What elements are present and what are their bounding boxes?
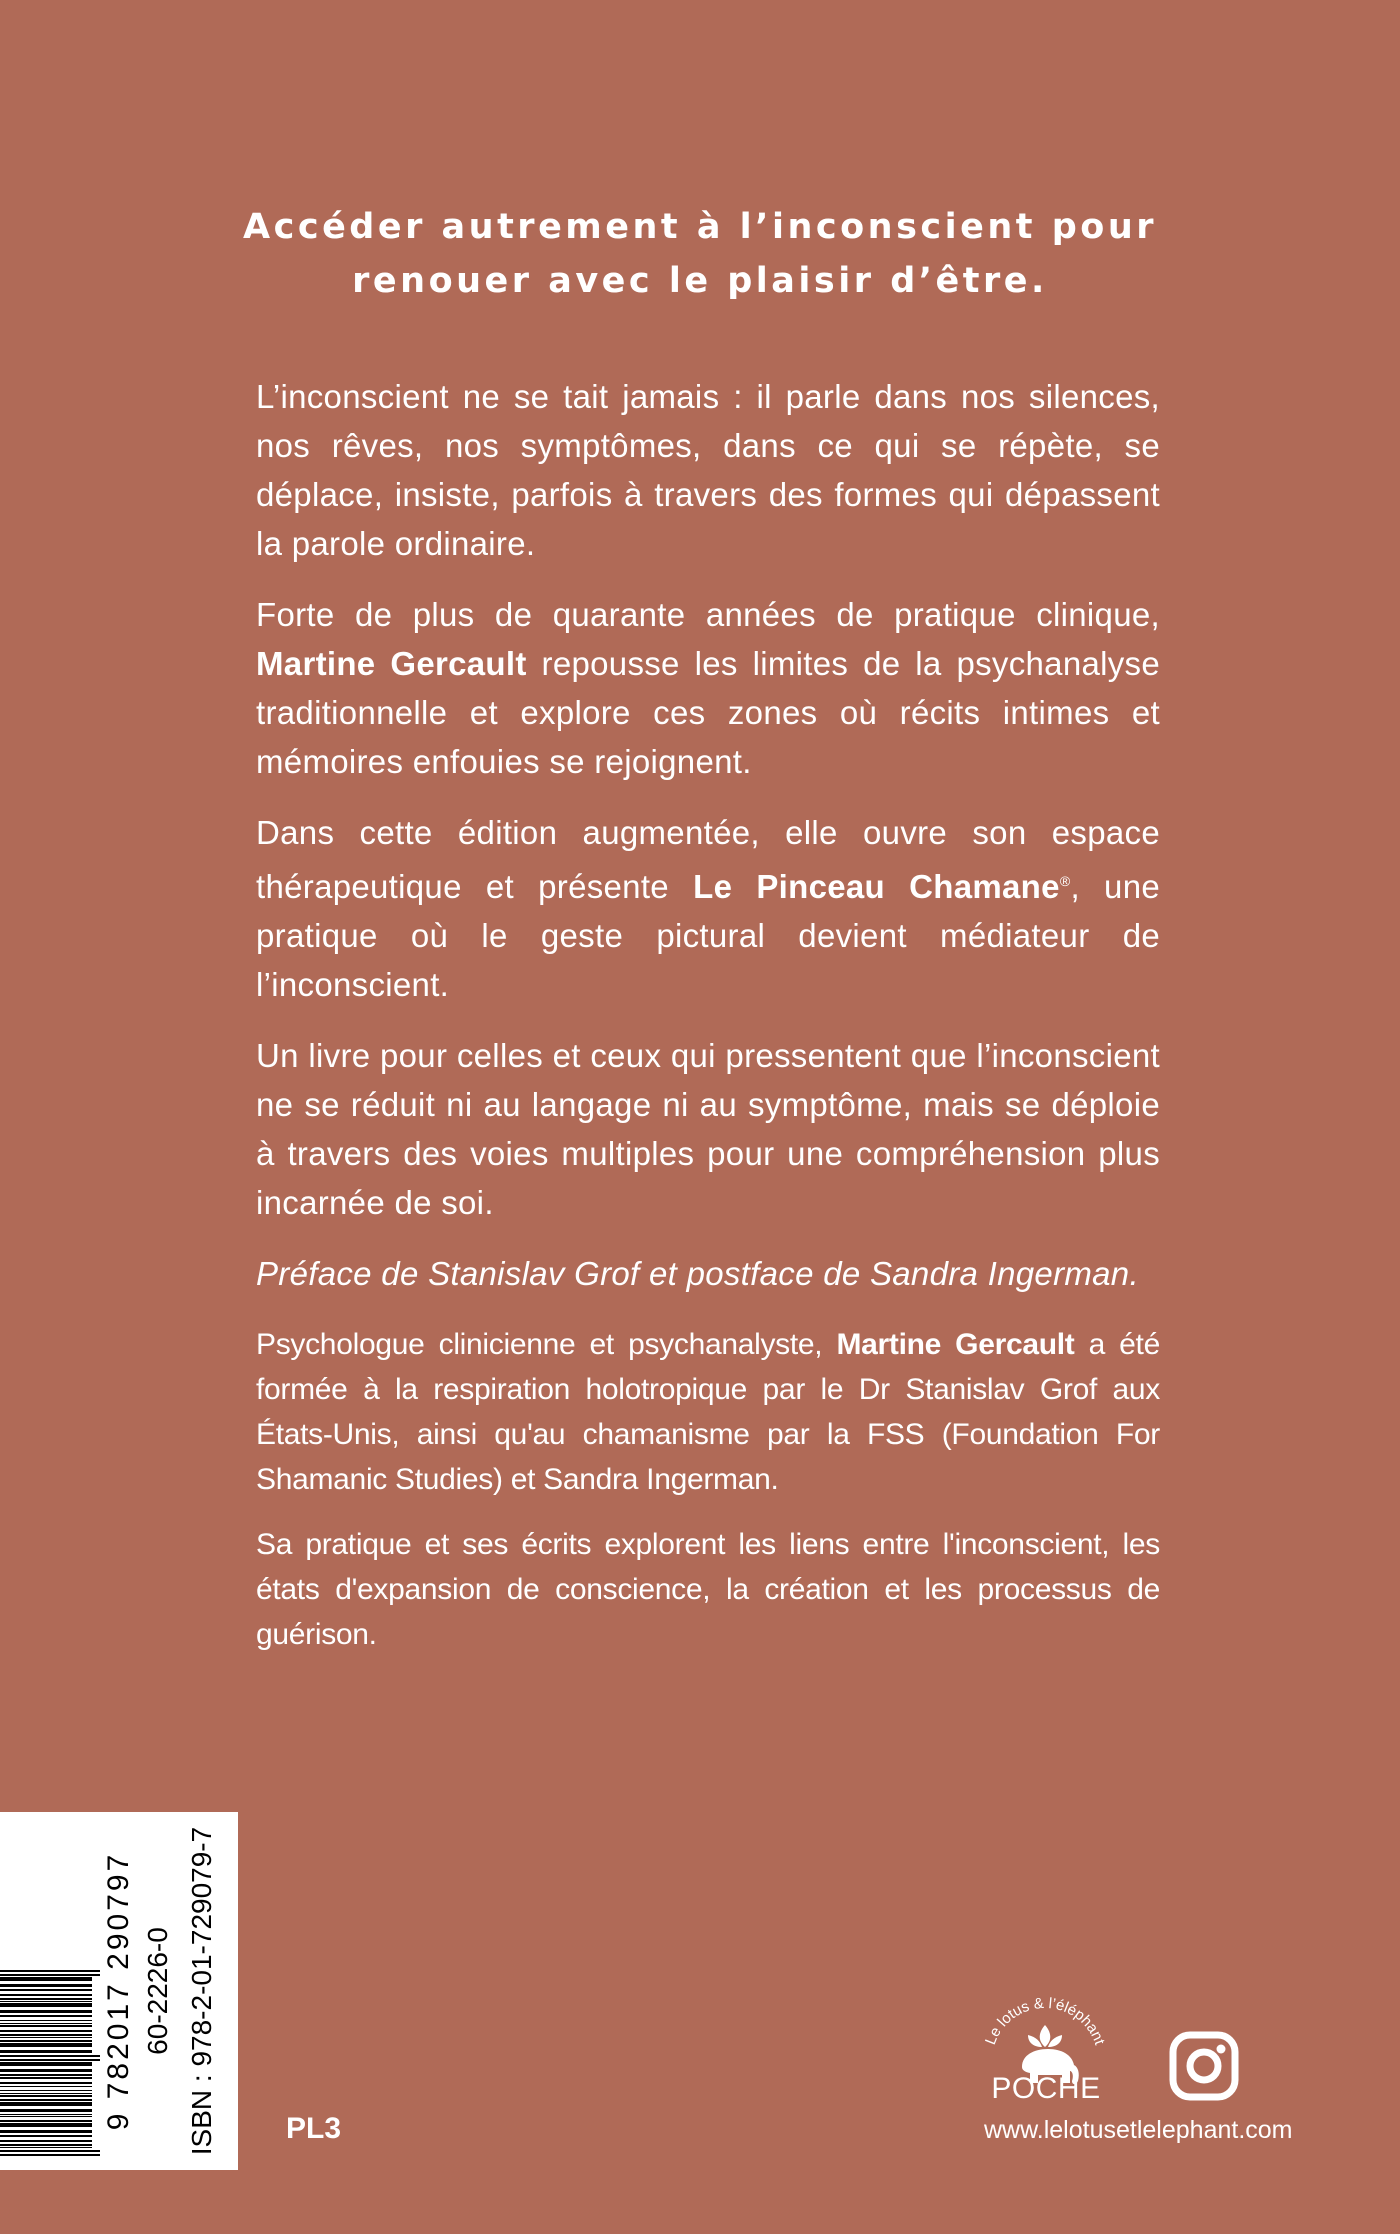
blurb-paragraph-2-end: repousse les limites de la psychanalyse traditionnelle et explore ces zones où récits intimes et mémoires enfouies se rejoignent.: [256, 645, 1161, 780]
barcode-bar: [0, 2123, 92, 2127]
barcode-bar: [0, 2082, 92, 2084]
price-code: PL3: [286, 2112, 342, 2145]
barcode-bar: [0, 2069, 92, 2072]
barcode-bar: [0, 2015, 92, 2017]
bio-author-name: Martine Gercault: [836, 1328, 1075, 1361]
barcode-bar: [0, 2116, 92, 2117]
bio-paragraph-1-start: Psychologue clinicienne et psychanalyste,: [256, 1328, 823, 1361]
barcode-bar: [0, 2023, 92, 2024]
instagram-icon[interactable]: [1168, 2030, 1240, 2102]
barcode-bar: [0, 1989, 92, 1991]
barcode-bar: [0, 2010, 92, 2013]
barcode-bar: [0, 2090, 92, 2091]
barcode-bar: [0, 2130, 92, 2133]
blurb-paragraph-4: Un livre pour celles et ceux qui pressentent que l’inconscient ne se réduit ni au langage ni au symptôme, mais se déploie à travers des voies multiples pour une compréhension plus incarnée de soi.: [256, 1037, 1160, 1221]
barcode-bar: [0, 2135, 92, 2137]
method-name: Le Pinceau Chamane: [693, 868, 1060, 905]
barcode-bar: [0, 2093, 92, 2094]
barcode-bar: [0, 1974, 100, 1976]
blurb: [256, 372, 1160, 1320]
publisher-logo: [970, 1975, 1120, 2135]
barcode-bar: [0, 2001, 92, 2002]
barcode-bar: [0, 2055, 100, 2057]
barcode-bar: [0, 2102, 92, 2106]
barcode-bar: [0, 2059, 100, 2061]
barcode-bar: [0, 2062, 92, 2066]
barcode-bar: [0, 2074, 92, 2076]
barcode-rotated: [0, 1812, 238, 2170]
isbn: ISBN : 978-2-01-729079-7: [186, 1826, 217, 2156]
barcode-bar: [0, 2154, 100, 2156]
barcode-bar: [0, 2144, 92, 2146]
publisher-website-link[interactable]: www.lelotusetlelephant.com: [984, 2116, 1293, 2144]
blurb-paragraph-2-start: Forte de plus de quarante années de pratique clinique,: [256, 596, 1160, 633]
tagline-line-1: Accéder autrement à l’inconscient pour: [242, 207, 1157, 247]
blurb-paragraph-3-start: Dans cette édition augmentée, elle ouvre son espace thérapeutique et présente: [256, 814, 1160, 905]
barcode-bar: [0, 2003, 92, 2007]
barcode-bar: [0, 1998, 92, 2000]
barcode-bar: [0, 1984, 92, 1987]
barcode-bar: [0, 2086, 92, 2087]
bio-paragraph-1-end: a été formée à la respiration holotropique par le Dr Stanislav Grof aux États-Unis, ainsi qu'au chamanisme par la FSS (Foundation For Shamanic Studies) et Sandra Ingerman.: [256, 1328, 1160, 1496]
barcode-bar: [0, 1970, 100, 1972]
barcode-bar: [0, 2043, 92, 2047]
bio-paragraph-2: Sa pratique et ses écrits explorent les liens entre l'inconscient, les états d'expansion de conscience, la création et les processus de guérison.: [256, 1528, 1160, 1651]
barcode-bar: [0, 2020, 92, 2021]
barcode-bar: [0, 2040, 92, 2042]
barcode-bar: [0, 2140, 92, 2142]
barcode-bars: [0, 1820, 100, 2162]
barcode-bar: [0, 2037, 92, 2038]
imprint-label: POCHE: [991, 2072, 1101, 2105]
barcode-bar: [0, 2120, 92, 2122]
tagline: [200, 200, 1200, 308]
blurb-paragraph-3: [256, 808, 1160, 1009]
barcode-bar: [0, 2147, 92, 2148]
barcode-number: 9 782017 290797: [102, 1851, 135, 2131]
barcode-bar: [0, 2077, 92, 2079]
barcode-bar: [0, 2030, 92, 2032]
bio-paragraph-1: [256, 1322, 1160, 1502]
barcode-bar: [0, 2114, 92, 2115]
barcode-bar: [0, 2150, 100, 2152]
author-name: Martine Gercault: [256, 645, 527, 682]
barcode-bar: [0, 2034, 92, 2036]
barcode-code: 60-2226-0: [142, 1927, 173, 2055]
barcode-panel: [0, 1812, 238, 2170]
barcode-bar: [0, 1977, 92, 1981]
barcode-bar: [0, 1994, 92, 1996]
barcode-bar: [0, 2099, 92, 2101]
blurb-paragraph-2: [256, 590, 1160, 786]
registered-mark: ®: [1059, 873, 1071, 889]
publisher-arc-text: Le lotus & l’éléphant: [981, 1994, 1109, 2048]
barcode-bar: [0, 2095, 92, 2097]
barcode-bar: [0, 2025, 92, 2027]
preface-credit: Préface de Stanislav Grof et postface de Sandra Ingerman.: [256, 1255, 1139, 1292]
lotus-icon: [1028, 2025, 1062, 2047]
barcode-bar: [0, 2109, 92, 2112]
blurb-paragraph-3-end: , une pratique où le geste pictural devient médiateur de l’inconscient.: [256, 868, 1161, 1003]
barcode-bar: [0, 2050, 92, 2053]
tagline-line-2: renouer avec le plaisir d’être.: [352, 261, 1048, 301]
author-bio: [256, 1322, 1160, 1677]
blurb-paragraph-1: L’inconscient ne se tait jamais : il parle dans nos silences, nos rêves, nos symptômes, dans ce qui se répète, se déplace, insiste, parfois à travers des formes qui dépassent la parole ordinaire.: [256, 378, 1160, 562]
